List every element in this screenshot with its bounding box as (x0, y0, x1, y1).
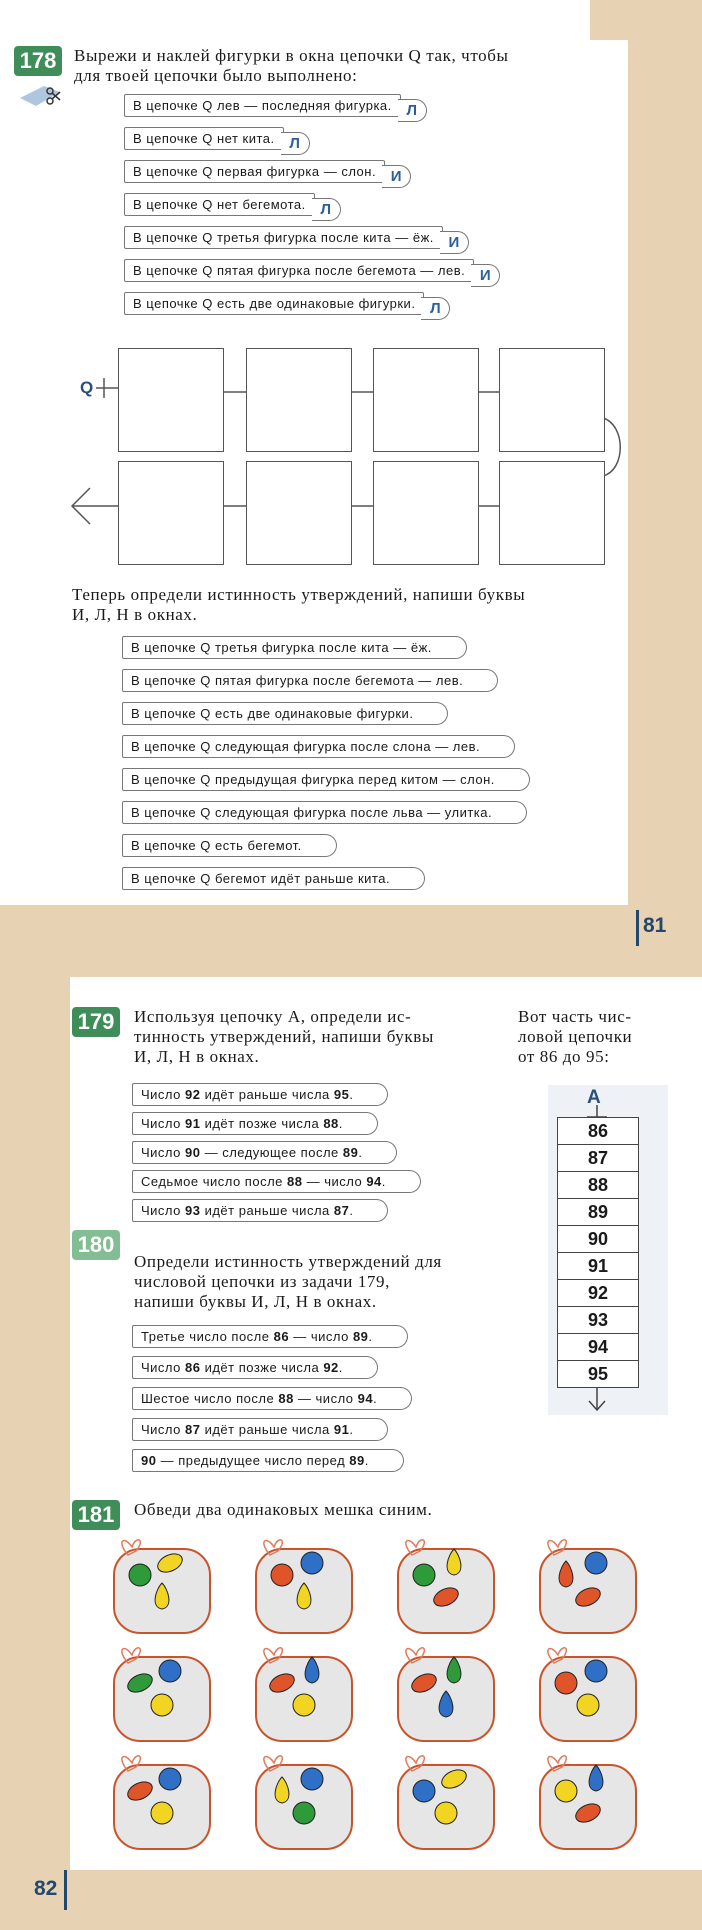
fruit-bag[interactable] (540, 1756, 636, 1849)
number-chain-label: А (587, 1087, 601, 1108)
green-apple-icon (293, 1802, 315, 1824)
statement-6: В цепочке Q следующая фигурка после льва — улитка. (122, 801, 527, 824)
fruit-bag[interactable] (540, 1540, 636, 1633)
blue-apple-icon (585, 1552, 607, 1574)
condition-1: В цепочке Q лев — последняя фигурка. Л (124, 94, 427, 117)
fruit-bag[interactable] (114, 1540, 210, 1633)
statement-179-4: Седьмое число после 88 — число 94. (132, 1170, 421, 1193)
fruit-bag[interactable] (540, 1648, 636, 1741)
answer-window[interactable] (396, 867, 425, 890)
number-chain (557, 1117, 639, 1384)
chain-window[interactable] (246, 348, 352, 452)
fruit-bag[interactable] (114, 1756, 210, 1849)
statement-180-5: 90 — предыдущее число перед 89. (132, 1449, 404, 1472)
statement-7: В цепочке Q есть бегемот. (122, 834, 337, 857)
blue-apple-icon (413, 1780, 435, 1802)
answer-window[interactable] (375, 1449, 404, 1472)
answer-window[interactable] (368, 1141, 397, 1164)
answer-window[interactable] (438, 636, 467, 659)
answer-window[interactable]: И (440, 231, 469, 254)
chain-number: 90 (557, 1226, 639, 1253)
blue-apple-icon (301, 1552, 323, 1574)
answer-window[interactable]: Л (281, 132, 310, 155)
condition-4: В цепочке Q нет бегемота. Л (124, 193, 341, 216)
statement-180-4: Число 87 идёт раньше числа 91. (132, 1418, 388, 1441)
chain-window[interactable] (118, 348, 224, 452)
red-apple-icon (271, 1564, 293, 1586)
statement-179-5: Число 93 идёт раньше числа 87. (132, 1199, 388, 1222)
chain-number: 87 (557, 1145, 639, 1172)
page-top-band (0, 965, 702, 977)
answer-window[interactable]: Л (398, 99, 427, 122)
page-number: 81 (643, 914, 667, 937)
chain-window[interactable] (499, 348, 605, 452)
condition-5: В цепочке Q третья фигурка после кита — ёж. И (124, 226, 469, 249)
statement-179-1: Число 92 идёт раньше числа 95. (132, 1083, 388, 1106)
task-178-text-2: Теперь определи истинность утверждений, напиши буквы И, Л, Н в окнах. (72, 585, 526, 624)
yellow-apple-icon (435, 1802, 457, 1824)
task-number-badge: 179 (72, 1007, 120, 1037)
yellow-apple-icon (577, 1694, 599, 1716)
chain-number: 86 (557, 1118, 639, 1145)
task-181-text: Обведи два одинаковых мешка синим. (134, 1500, 433, 1519)
page-number: 82 (34, 1877, 58, 1900)
statement-180-3: Шестое число после 88 — число 94. (132, 1387, 412, 1410)
chain-window[interactable] (373, 461, 479, 565)
green-apple-icon (129, 1564, 151, 1586)
chain-number: 94 (557, 1334, 639, 1361)
answer-window[interactable] (359, 1199, 388, 1222)
answer-window[interactable] (359, 1418, 388, 1441)
answer-window[interactable] (498, 801, 527, 824)
answer-window[interactable]: Л (312, 198, 341, 221)
chain-number: 89 (557, 1199, 639, 1226)
answer-window[interactable] (419, 702, 448, 725)
statement-179-3: Число 90 — следующее после 89. (132, 1141, 397, 1164)
statement-5: В цепочке Q предыдущая фигурка перед китом — слон. (122, 768, 530, 791)
statement-3: В цепочке Q есть две одинаковые фигурки. (122, 702, 448, 725)
answer-window[interactable]: И (471, 264, 500, 287)
page-bottom-band (0, 1870, 702, 1930)
answer-window[interactable] (308, 834, 337, 857)
fruit-bag[interactable] (398, 1540, 494, 1633)
chain-number: 91 (557, 1253, 639, 1280)
condition-2: В цепочке Q нет кита. Л (124, 127, 310, 150)
chain-label: Q (80, 378, 94, 397)
chain-window[interactable] (499, 461, 605, 565)
fruit-bag[interactable] (114, 1648, 210, 1741)
answer-window[interactable] (469, 669, 498, 692)
answer-window[interactable] (486, 735, 515, 758)
page-number-divider (64, 1870, 67, 1910)
task-number-badge: 178 (14, 46, 62, 76)
task-178-text: Вырежи и наклей фигурки в окна цепочки Q так, чтобы для твоей цепочки было выполнено: (74, 46, 509, 85)
chain-window[interactable] (246, 461, 352, 565)
statement-1: В цепочке Q третья фигурка после кита — ёж. (122, 636, 467, 659)
statement-4: В цепочке Q следующая фигурка после слона — лев. (122, 735, 515, 758)
yellow-apple-icon (151, 1694, 173, 1716)
statement-2: В цепочке Q пятая фигурка после бегемота — лев. (122, 669, 498, 692)
answer-window[interactable] (349, 1112, 378, 1135)
statement-8: В цепочке Q бегемот идёт раньше кита. (122, 867, 425, 890)
page-left-margin (0, 965, 70, 1930)
yellow-apple-icon (151, 1802, 173, 1824)
statement-180-1: Третье число после 86 — число 89. (132, 1325, 408, 1348)
condition-7: В цепочке Q есть две одинаковые фигурки. Л (124, 292, 450, 315)
red-apple-icon (555, 1672, 577, 1694)
fruit-bag[interactable] (256, 1540, 352, 1633)
condition-3: В цепочке Q первая фигурка — слон. И (124, 160, 411, 183)
yellow-apple-icon (555, 1780, 577, 1802)
answer-window[interactable] (392, 1170, 421, 1193)
fruit-bag[interactable] (256, 1648, 352, 1741)
page-82 (0, 965, 702, 1930)
answer-window[interactable] (501, 768, 530, 791)
answer-window[interactable]: Л (421, 297, 450, 320)
page-bottom-band (0, 905, 702, 965)
task-179-text: Используя цепочку А, определи ис- тинность утверждений, напиши буквы И, Л, Н в окнах. (134, 1007, 434, 1066)
page-number-divider (636, 910, 639, 946)
condition-6: В цепочке Q пятая фигурка после бегемота — лев. И (124, 259, 500, 282)
fruit-bag[interactable] (398, 1756, 494, 1849)
answer-window[interactable] (383, 1387, 412, 1410)
answer-window[interactable]: И (382, 165, 411, 188)
answer-window[interactable] (359, 1083, 388, 1106)
fruit-bag[interactable] (256, 1756, 352, 1849)
chain-number: 93 (557, 1307, 639, 1334)
answer-window[interactable] (349, 1356, 378, 1379)
chain-number: 95 (557, 1361, 639, 1388)
blue-apple-icon (159, 1768, 181, 1790)
task-180-text: Определи истинность утверждений для числовой цепочки из задачи 179, напиши буквы И, Л, Н в окнах. (134, 1252, 442, 1311)
blue-apple-icon (301, 1768, 323, 1790)
blue-apple-icon (159, 1660, 181, 1682)
chain-window[interactable] (118, 461, 224, 565)
statement-180-2: Число 86 идёт позже числа 92. (132, 1356, 378, 1379)
yellow-apple-icon (293, 1694, 315, 1716)
chain-number: 92 (557, 1280, 639, 1307)
side-note-text: Вот часть чис- ловой цепочки от 86 до 95: (518, 1007, 633, 1066)
answer-window[interactable] (379, 1325, 408, 1348)
task-number-badge: 181 (72, 1500, 120, 1530)
bags-grid (110, 1535, 690, 1865)
blue-apple-icon (585, 1660, 607, 1682)
task-number-badge: 180 (72, 1230, 120, 1260)
statement-179-2: Число 91 идёт позже числа 88. (132, 1112, 378, 1135)
chain-window[interactable] (373, 348, 479, 452)
chain-end-arrow-icon (585, 1387, 609, 1413)
green-apple-icon (413, 1564, 435, 1586)
fruit-bag[interactable] (398, 1648, 494, 1741)
chain-number: 88 (557, 1172, 639, 1199)
